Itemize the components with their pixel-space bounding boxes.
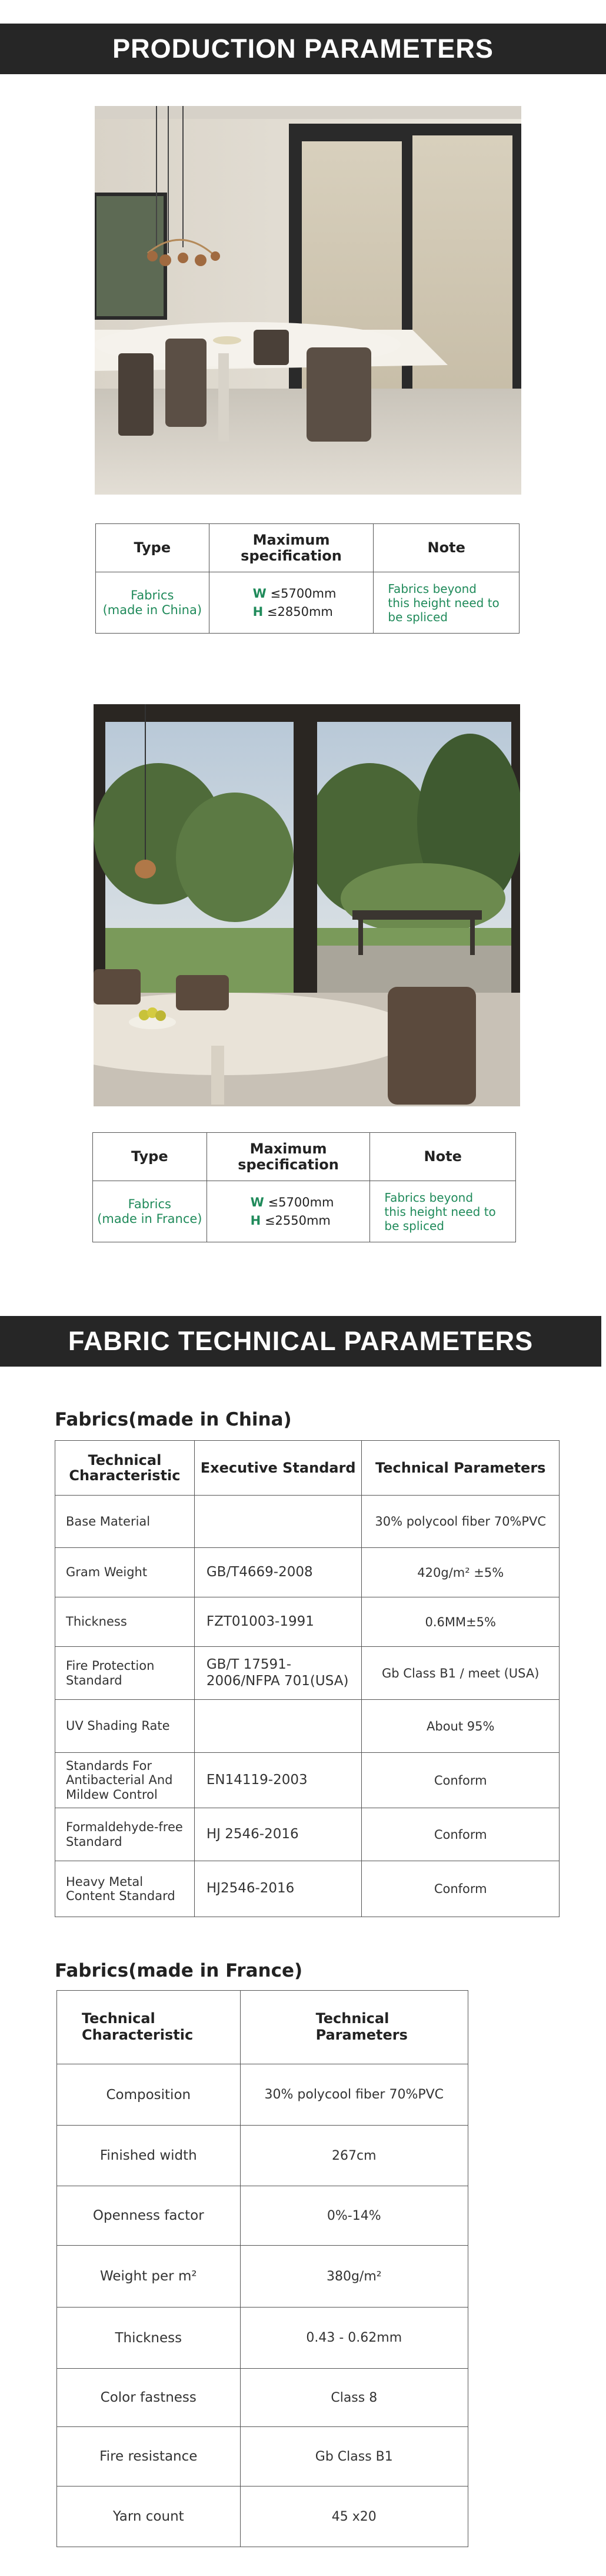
table-row: Formaldehyde-free Standard HJ 2546-2016 Conform bbox=[55, 1808, 560, 1861]
france-technical-table bbox=[56, 1990, 468, 2547]
table-row: Color fastness Class 8 bbox=[57, 2369, 468, 2427]
dining-room-photo-china bbox=[95, 106, 521, 495]
note-cell: Fabrics beyond this height need to be spliced bbox=[374, 572, 520, 634]
type-header: Type bbox=[96, 524, 209, 572]
garden-view-photo-france bbox=[94, 704, 520, 1106]
dimensions-cell: W ≤5700mm H ≤2550mm bbox=[207, 1181, 370, 1242]
table-row: Composition 30% polycool fiber 70%PVC bbox=[57, 2064, 468, 2126]
note-header: Note bbox=[374, 524, 520, 572]
max-spec-header: Maximum specification bbox=[209, 524, 374, 572]
table-row: Thickness FZT01003-1991 0.6MM±5% bbox=[55, 1597, 560, 1647]
table-row: Weight per m² 380g/m² bbox=[57, 2246, 468, 2308]
table-row: Finished width 267cm bbox=[57, 2126, 468, 2186]
china-technical-table bbox=[55, 1440, 560, 1917]
type-header: Type bbox=[93, 1133, 207, 1181]
type-cell: Fabrics (made in China) bbox=[96, 572, 209, 634]
standard-header: Executive Standard bbox=[194, 1441, 362, 1496]
table-row: Thickness 0.43 - 0.62mm bbox=[57, 2308, 468, 2369]
table-row: Standards For Antibacterial And Mildew Control EN14119-2003 Conform bbox=[55, 1753, 560, 1808]
type-cell: Fabrics (made in France) bbox=[93, 1181, 207, 1242]
note-cell: Fabrics beyond this height need to be spliced bbox=[370, 1181, 516, 1242]
table-row: Yarn count 45 x20 bbox=[57, 2487, 468, 2547]
table-row: Base Material 30% polycool fiber 70%PVC bbox=[55, 1496, 560, 1548]
production-parameters-title: PRODUCTION PARAMETERS bbox=[112, 34, 494, 64]
parameters-header: Technical Parameters bbox=[362, 1441, 560, 1496]
parameters-header: Technical Parameters bbox=[240, 1991, 468, 2064]
france-section-title: Fabrics(made in France) bbox=[55, 1960, 303, 1981]
characteristic-header: Technical Characteristic bbox=[57, 1991, 241, 2064]
spec-table-france bbox=[92, 1132, 516, 1242]
fabric-technical-parameters-banner bbox=[0, 1316, 601, 1367]
characteristic-header: Technical Characteristic bbox=[55, 1441, 195, 1496]
table-row: UV Shading Rate About 95% bbox=[55, 1700, 560, 1753]
production-parameters-banner bbox=[0, 24, 606, 74]
table-row: Heavy Metal Content Standard HJ2546-2016 Conform bbox=[55, 1861, 560, 1917]
table-row: Gram Weight GB/T4669-2008 420g/m² ±5% bbox=[55, 1548, 560, 1597]
dimensions-cell: W ≤5700mm H ≤2850mm bbox=[209, 572, 374, 634]
fabric-technical-parameters-title: FABRIC TECHNICAL PARAMETERS bbox=[68, 1326, 534, 1356]
spec-table-china bbox=[95, 523, 520, 634]
note-header: Note bbox=[370, 1133, 516, 1181]
table-row: Fire Protection Standard GB/T 17591-2006/NFPA 701(USA) Gb Class B1 / meet (USA) bbox=[55, 1647, 560, 1700]
table-row: Openness factor 0%-14% bbox=[57, 2186, 468, 2246]
china-section-title: Fabrics(made in China) bbox=[55, 1409, 292, 1430]
table-row: Fire resistance Gb Class B1 bbox=[57, 2427, 468, 2487]
max-spec-header: Maximum specification bbox=[207, 1133, 370, 1181]
